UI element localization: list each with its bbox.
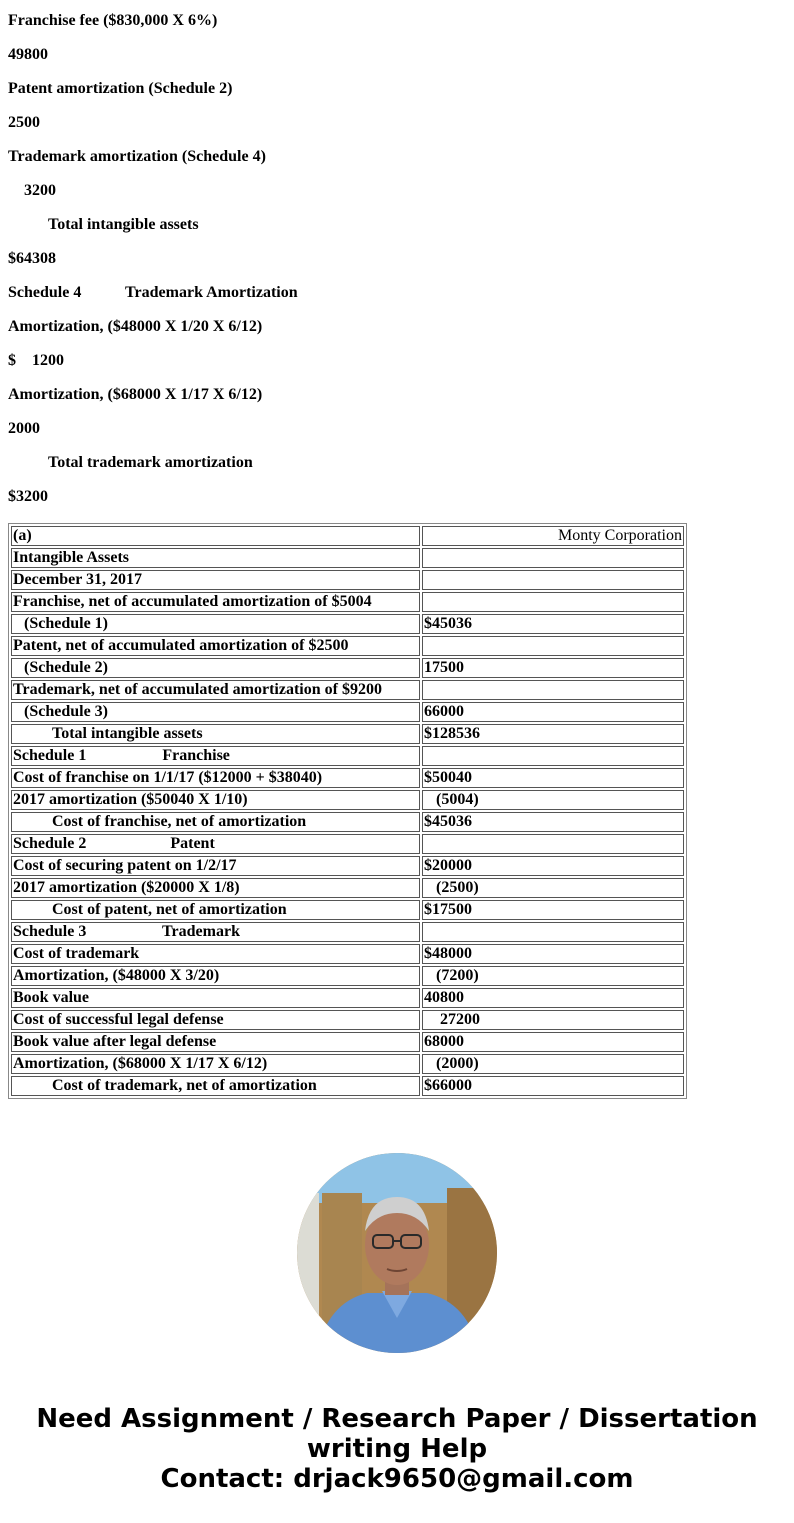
company-name: Monty Corporation [422,526,684,546]
row-value [422,834,684,854]
row-label: December 31, 2017 [11,570,420,590]
table-row [11,966,684,986]
table-row [11,944,684,964]
row-value: (2000) [422,1054,684,1074]
row-value: $50040 [422,768,684,788]
row-label: Amortization, ($68000 X 1/17 X 6/12) [11,1054,420,1074]
table-row [11,922,684,942]
table-row [11,1076,684,1096]
row-label: Schedule 3 Trademark [11,922,420,942]
row-label: Cost of franchise, net of amortization [11,812,420,832]
row-label: Franchise, net of accumulated amortization of $5004 [11,592,420,612]
row-value: $66000 [422,1076,684,1096]
row-value [422,592,684,612]
row-label: Cost of securing patent on 1/2/17 [11,856,420,876]
row-label: 2017 amortization ($50040 X 1/10) [11,790,420,810]
table-row [11,900,684,920]
table-row [11,614,684,634]
row-label: Cost of trademark [11,944,420,964]
row-label: Cost of patent, net of amortization [11,900,420,920]
table-row [11,878,684,898]
author-photo [297,1153,497,1353]
row-value: 66000 [422,702,684,722]
table-row [11,790,684,810]
promo-line: writing Help [306,1434,488,1464]
row-value: 68000 [422,1032,684,1052]
row-label: Total intangible assets [11,724,420,744]
row-value [422,746,684,766]
row-value: $17500 [422,900,684,920]
text-line: 49800 [8,46,48,63]
table-row [11,636,684,656]
intangible-assets-table [8,523,687,1099]
row-value: $128536 [422,724,684,744]
row-label: Amortization, ($48000 X 3/20) [11,966,420,986]
row-label: Schedule 1 Franchise [11,746,420,766]
text-line: 2000 [8,420,40,437]
row-value: (2500) [422,878,684,898]
part-label: (a) [11,526,420,546]
row-label: Cost of successful legal defense [11,1010,420,1030]
row-label: (Schedule 1) [11,614,420,634]
row-value: (5004) [422,790,684,810]
row-label: Book value [11,988,420,1008]
table-row [11,1010,684,1030]
author-avatar [297,1153,497,1353]
row-value [422,922,684,942]
table-row [11,724,684,744]
row-label: 2017 amortization ($20000 X 1/8) [11,878,420,898]
row-label: Book value after legal defense [11,1032,420,1052]
text-line: $3200 [8,488,48,505]
row-label: (Schedule 3) [11,702,420,722]
text-line: Amortization, ($68000 X 1/17 X 6/12) [8,386,263,403]
solution-text [8,12,708,522]
row-label: Patent, net of accumulated amortization of $2500 [11,636,420,656]
text-line: Trademark amortization (Schedule 4) [8,148,266,165]
row-value: 27200 [422,1010,684,1030]
table-row [11,592,684,612]
table-row [11,570,684,590]
row-value [422,570,684,590]
table-row [11,702,684,722]
promo-contact: Contact: drjack9650@gmail.com [160,1464,634,1494]
row-value [422,680,684,700]
row-label: Trademark, net of accumulated amortization of $9200 [11,680,420,700]
text-line: Patent amortization (Schedule 2) [8,80,233,97]
table-row [11,658,684,678]
row-value: (7200) [422,966,684,986]
text-line: $64308 [8,250,56,267]
row-label: Cost of franchise on 1/1/17 ($12000 + $38040) [11,768,420,788]
table-row [11,812,684,832]
row-value: 17500 [422,658,684,678]
row-label: Cost of trademark, net of amortization [11,1076,420,1096]
table-row [11,834,684,854]
row-label: (Schedule 2) [11,658,420,678]
promo-line: Need Assignment / Research Paper / Dissertation [36,1404,758,1434]
text-line: 3200 [24,182,56,199]
table-row [11,746,684,766]
promo-banner [0,1404,794,1494]
table-row [11,988,684,1008]
row-value: $45036 [422,812,684,832]
text-line: Franchise fee ($830,000 X 6%) [8,12,218,29]
text-line: Amortization, ($48000 X 1/20 X 6/12) [8,318,263,335]
text-line: $ 1200 [8,352,64,369]
row-label: Intangible Assets [11,548,420,568]
text-line: Total intangible assets [48,216,199,233]
table-row [11,856,684,876]
row-value: $45036 [422,614,684,634]
row-value [422,548,684,568]
row-value: 40800 [422,988,684,1008]
text-line: Total trademark amortization [48,454,253,471]
table-row [11,1032,684,1052]
text-line: Schedule 4 Trademark Amortization [8,284,298,301]
row-value: $20000 [422,856,684,876]
row-value [422,636,684,656]
row-label: Schedule 2 Patent [11,834,420,854]
row-value: $48000 [422,944,684,964]
table-header-row [11,526,684,546]
table-row [11,548,684,568]
text-line: 2500 [8,114,40,131]
table-row [11,1054,684,1074]
table-row [11,680,684,700]
table-row [11,768,684,788]
